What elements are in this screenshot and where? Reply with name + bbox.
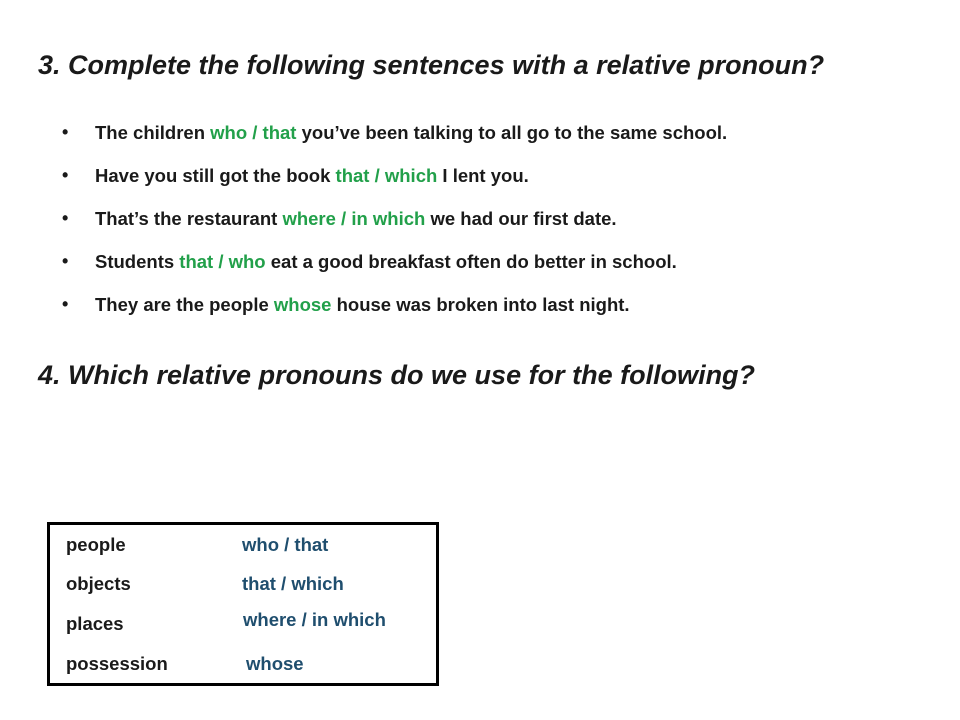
category-label: possession	[66, 653, 168, 674]
pronoun-label: who / that	[242, 534, 329, 555]
sentence-answer: where / in which	[282, 208, 426, 229]
table-row	[50, 609, 436, 639]
category-label: places	[66, 613, 124, 634]
pronoun-label: whose	[246, 653, 304, 674]
sentence-answer: that / who	[179, 251, 266, 272]
sentence-before: Have you still got the book	[95, 165, 336, 186]
sentence-after: I lent you.	[437, 165, 529, 186]
sentence-item	[62, 122, 727, 165]
pronoun-table	[47, 522, 439, 686]
category-label: people	[66, 534, 126, 555]
pronoun-label: that / which	[242, 573, 344, 594]
bullet-icon: •	[62, 122, 69, 142]
table-row	[50, 573, 436, 603]
question-4-heading: 4. Which relative pronouns do we use for the following?	[38, 360, 756, 390]
sentence-list	[62, 122, 727, 337]
sentence-after: we had our first date.	[425, 208, 617, 229]
bullet-icon: •	[62, 165, 69, 185]
sentence-before: The children	[95, 122, 211, 143]
sentence-answer: whose	[273, 294, 332, 315]
table-row	[50, 653, 436, 683]
sentence-item	[62, 251, 727, 294]
sentence-answer: who / that	[210, 122, 297, 143]
sentence-before: Students	[95, 251, 180, 272]
bullet-icon: •	[62, 208, 69, 228]
sentence-item	[62, 165, 727, 208]
sentence-item	[62, 208, 727, 251]
sentence-item	[62, 294, 727, 337]
category-label: objects	[66, 573, 131, 594]
table-row	[50, 534, 436, 564]
sentence-after: you’ve been talking to all go to the same school.	[296, 122, 728, 143]
sentence-before: That’s the restaurant	[95, 208, 283, 229]
sentence-after: house was broken into last night.	[331, 294, 630, 315]
sentence-answer: that / which	[335, 165, 438, 186]
bullet-icon: •	[62, 294, 69, 314]
question-3-heading: 3. Complete the following sentences with a relative pronoun?	[38, 50, 825, 80]
bullet-icon: •	[62, 251, 69, 271]
pronoun-label: where / in which	[243, 609, 386, 630]
sentence-before: They are the people	[95, 294, 274, 315]
sentence-after: eat a good breakfast often do better in school.	[265, 251, 677, 272]
